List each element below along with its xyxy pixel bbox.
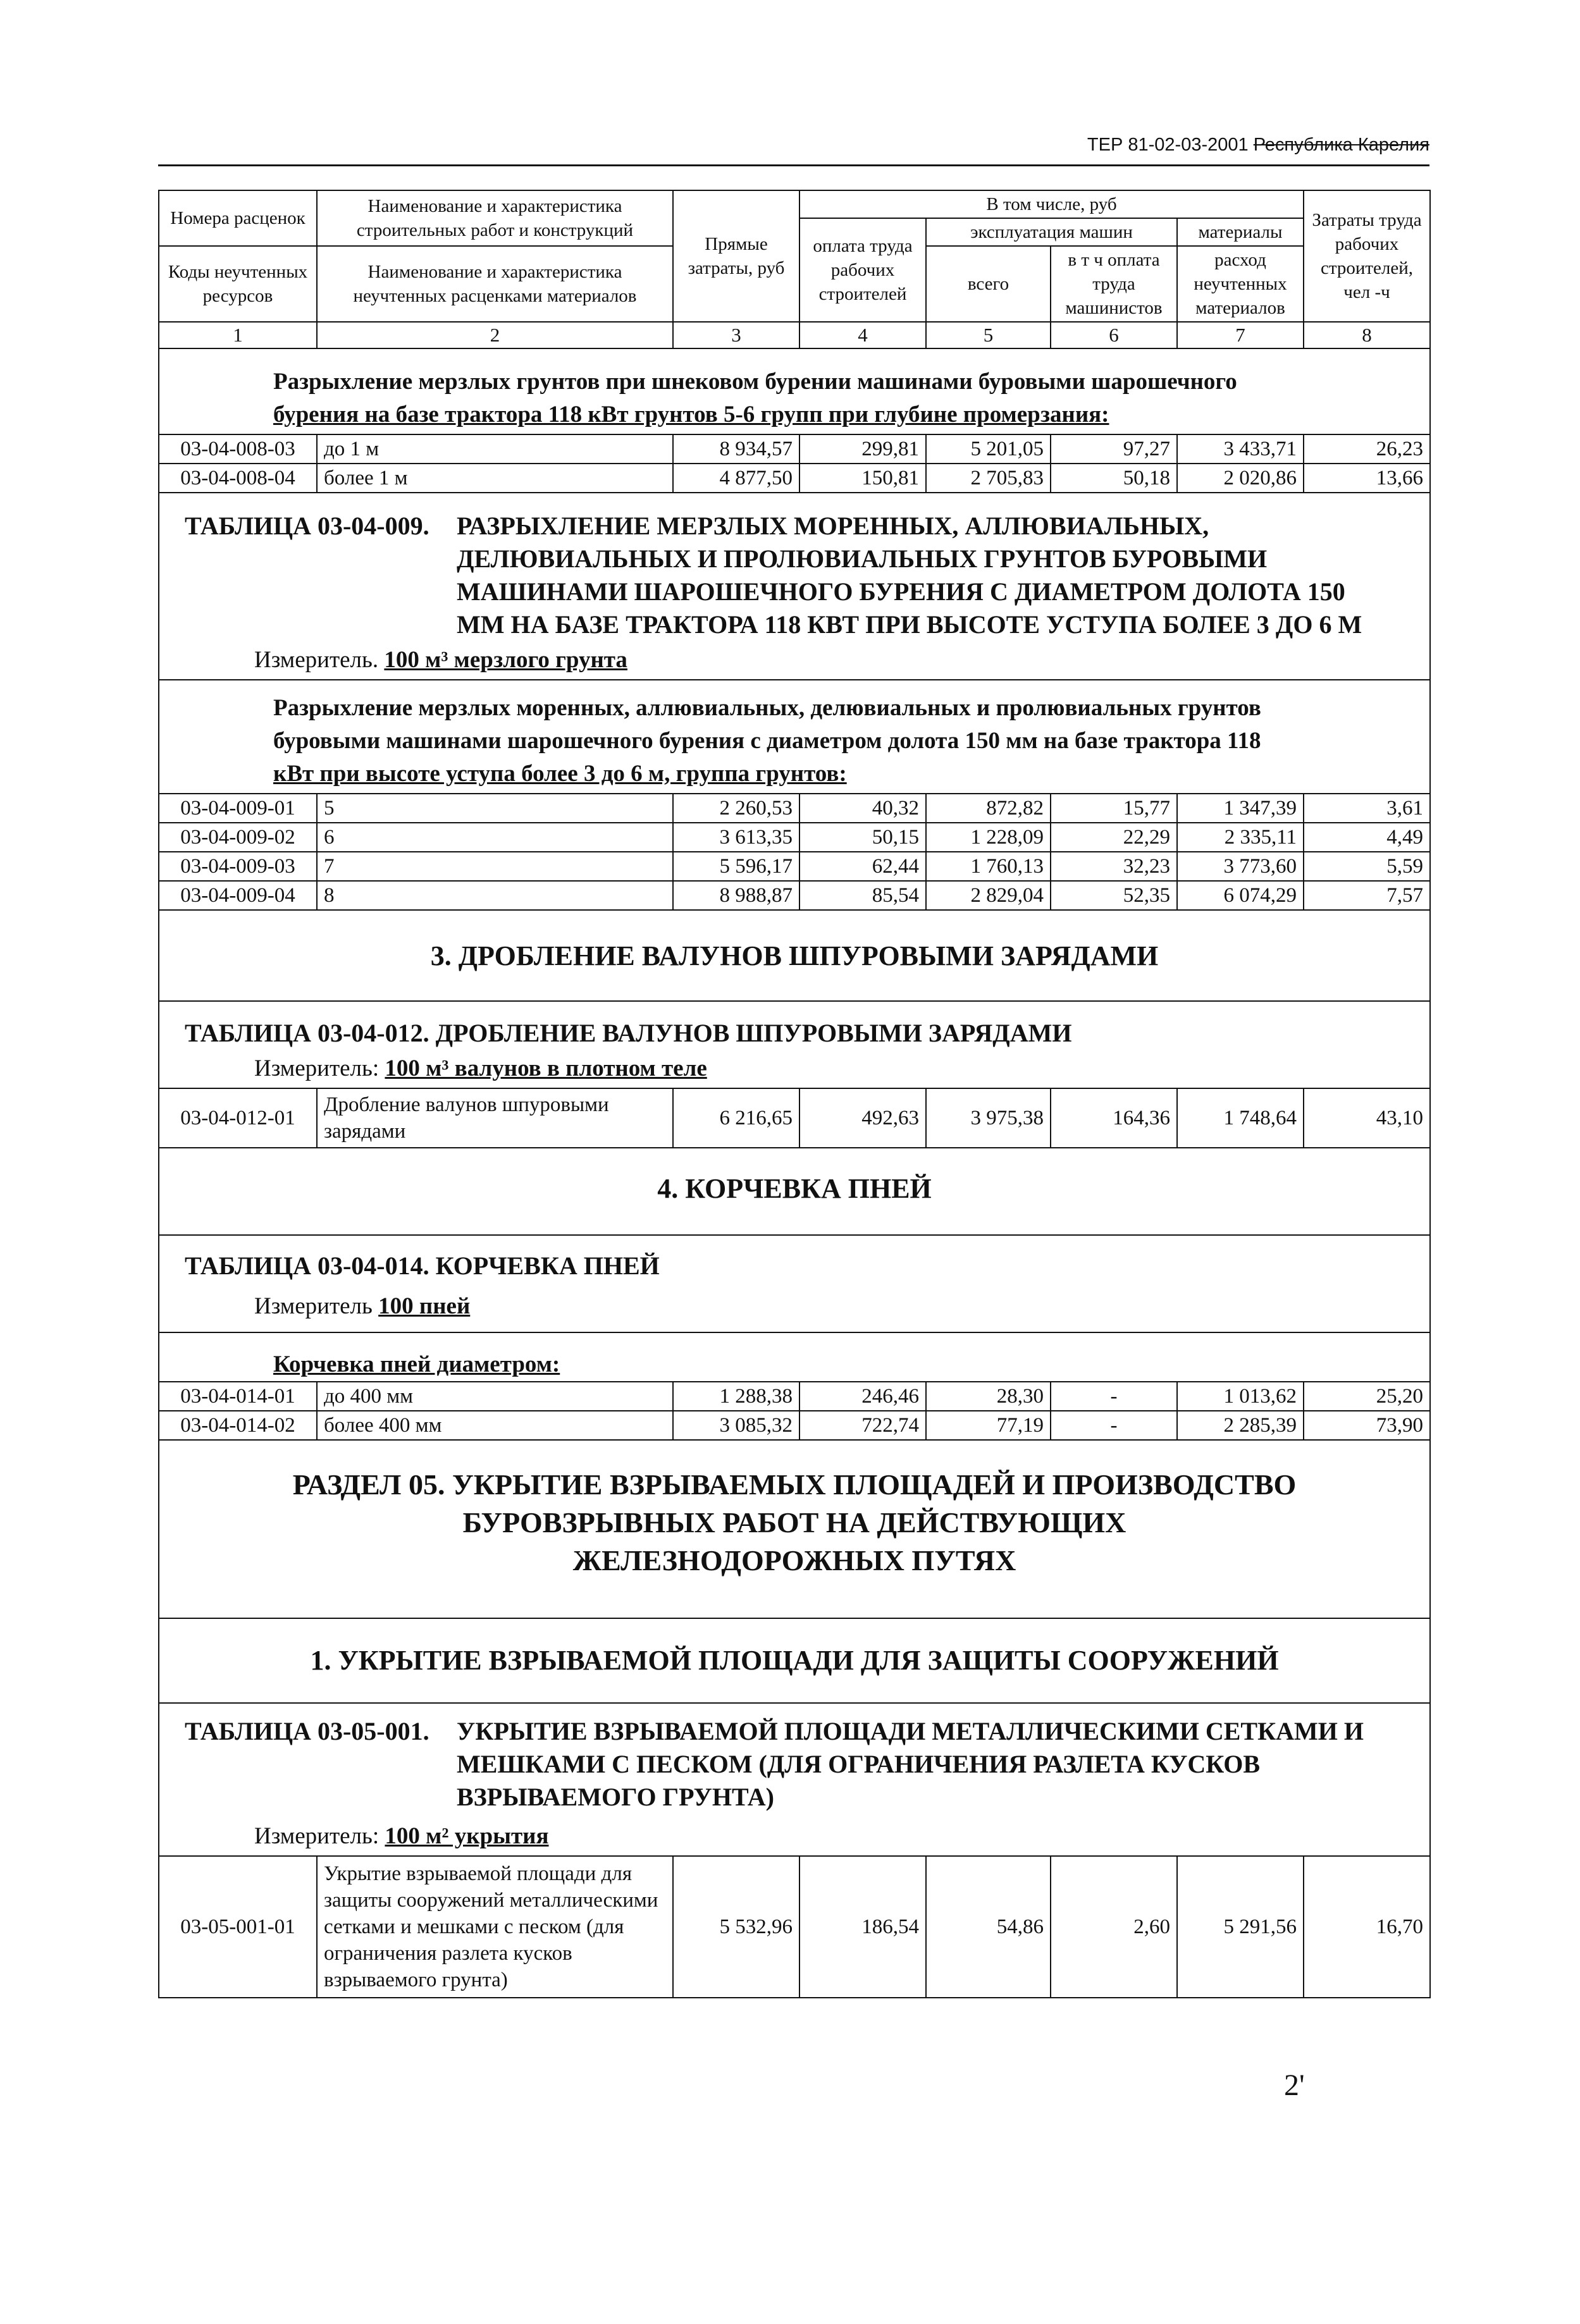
measure-label: Измеритель. xyxy=(254,647,379,673)
col-number: 6 xyxy=(1051,322,1177,348)
rate-name: 5 xyxy=(317,794,673,823)
col-header-materials-sub: расход неучтенных материалов xyxy=(1177,246,1304,322)
direct-cost: 6 216,65 xyxy=(673,1088,799,1148)
direct-cost: 2 260,53 xyxy=(673,794,799,823)
group-title-line: буровыми машинами шарошечного бурения с диаметром долота 150 мм на базе трактора 118 xyxy=(273,728,1261,754)
col-header-labor-cost: Затраты труда рабочих строителей, чел -ч xyxy=(1304,190,1430,322)
col-number: 7 xyxy=(1177,322,1304,348)
labor-hours: 26,23 xyxy=(1304,434,1430,464)
part-title-line: РАЗДЕЛ 05. УКРЫТИЕ ВЗРЫВАЕМЫХ ПЛОЩАДЕЙ И ПРОИЗВОДСТВО xyxy=(292,1468,1297,1501)
table-row xyxy=(159,464,1430,493)
labor-pay: 62,44 xyxy=(799,852,926,881)
measure-unit: 100 м³ валунов в плотном теле xyxy=(385,1055,707,1081)
col-number: 5 xyxy=(926,322,1051,348)
col-header-codes: Номера расценок xyxy=(159,190,317,246)
machines-total: 3 975,38 xyxy=(926,1088,1051,1148)
labor-pay: 246,46 xyxy=(799,1382,926,1411)
measure-line xyxy=(159,1282,1429,1332)
document-header xyxy=(158,126,1429,166)
col-header-machines-total: всего xyxy=(926,246,1051,322)
table-row xyxy=(159,852,1430,881)
machines-pay: 50,18 xyxy=(1051,464,1177,493)
col-header-machines-pay: в т ч оплата труда машинистов xyxy=(1051,246,1177,322)
direct-cost: 5 532,96 xyxy=(673,1856,799,1998)
machines-pay: 97,27 xyxy=(1051,434,1177,464)
table-title: УКРЫТИЕ ВЗРЫВАЕМОЙ ПЛОЩАДИ МЕТАЛЛИЧЕСКИМИ СЕТКАМИ И МЕШКАМИ С ПЕСКОМ (ДЛЯ ОГРАНИЧЕНИЯ РАЗЛЕТА КУСКОВ ВЗРЫВАЕМОГО ГРУНТА) xyxy=(457,1717,1364,1811)
group-title-line: бурения на базе трактора 118 кВт грунтов 5-6 групп при глубине промерзания: xyxy=(273,402,1109,427)
column-numbers-row xyxy=(159,322,1430,348)
section-heading-row xyxy=(159,1618,1430,1703)
rate-code: 03-04-009-02 xyxy=(159,823,317,852)
table-title: ТАБЛИЦА 03-04-014. КОРЧЕВКА ПНЕЙ xyxy=(185,1251,660,1280)
table-row xyxy=(159,823,1430,852)
materials: 5 291,56 xyxy=(1177,1856,1304,1998)
header-row-1 xyxy=(159,190,1430,218)
table-heading-row xyxy=(159,1235,1430,1332)
col-header-name: Наименование и характеристика строительных работ и конструкций xyxy=(317,190,673,246)
labor-hours: 16,70 xyxy=(1304,1856,1430,1998)
rate-name: более 400 мм xyxy=(317,1411,673,1440)
machines-pay: - xyxy=(1051,1382,1177,1411)
measure-unit: 100 пней xyxy=(378,1293,471,1319)
measure-label: Измеритель: xyxy=(254,1055,380,1081)
table-row xyxy=(159,1382,1430,1411)
measure-unit: 100 м² укрытия xyxy=(385,1823,549,1849)
labor-hours: 7,57 xyxy=(1304,881,1430,910)
labor-pay: 150,81 xyxy=(799,464,926,493)
materials: 1 748,64 xyxy=(1177,1088,1304,1148)
table-number: ТАБЛИЦА 03-04-009. xyxy=(185,512,429,540)
section-title: 1. УКРЫТИЕ ВЗРЫВАЕМОЙ ПЛОЩАДИ ДЛЯ ЗАЩИТЫ СООРУЖЕНИЙ xyxy=(310,1645,1279,1676)
rate-code: 03-04-009-04 xyxy=(159,881,317,910)
group-heading-row xyxy=(159,348,1430,434)
col-header-codes-unaccounted: Коды неучтенных ресурсов xyxy=(159,246,317,322)
direct-cost: 3 085,32 xyxy=(673,1411,799,1440)
table-row xyxy=(159,1088,1430,1148)
section-title: 4. КОРЧЕВКА ПНЕЙ xyxy=(657,1173,932,1204)
labor-hours: 43,10 xyxy=(1304,1088,1430,1148)
machines-pay: - xyxy=(1051,1411,1177,1440)
labor-pay: 85,54 xyxy=(799,881,926,910)
col-header-materials: материалы xyxy=(1177,218,1304,246)
machines-total: 54,86 xyxy=(926,1856,1051,1998)
rate-code: 03-04-014-02 xyxy=(159,1411,317,1440)
machines-total: 28,30 xyxy=(926,1382,1051,1411)
col-header-including: В том числе, руб xyxy=(799,190,1304,218)
doc-code: ТЕР 81-02-03-2001 xyxy=(1087,135,1249,155)
table-row xyxy=(159,881,1430,910)
labor-hours: 13,66 xyxy=(1304,464,1430,493)
labor-hours: 73,90 xyxy=(1304,1411,1430,1440)
rate-name: Дробление валунов шпуровыми зарядами xyxy=(317,1088,673,1148)
measure-line xyxy=(159,641,1429,679)
materials: 2 020,86 xyxy=(1177,464,1304,493)
page-number: 2' xyxy=(1284,2069,1305,2102)
machines-total: 5 201,05 xyxy=(926,434,1051,464)
table-row xyxy=(159,1856,1430,1998)
machines-pay: 22,29 xyxy=(1051,823,1177,852)
machines-total: 77,19 xyxy=(926,1411,1051,1440)
direct-cost: 1 288,38 xyxy=(673,1382,799,1411)
measure-label: Измеритель xyxy=(254,1293,373,1319)
col-number: 4 xyxy=(799,322,926,348)
machines-total: 1 760,13 xyxy=(926,852,1051,881)
table-row xyxy=(159,794,1430,823)
materials: 1 347,39 xyxy=(1177,794,1304,823)
labor-hours: 4,49 xyxy=(1304,823,1430,852)
group-title-line: Разрыхление мерзлых грунтов при шнековом бурении машинами буровыми шарошечного xyxy=(273,369,1237,395)
measure-unit: 100 м³ мерзлого грунта xyxy=(384,647,627,673)
direct-cost: 3 613,35 xyxy=(673,823,799,852)
rate-name: 7 xyxy=(317,852,673,881)
table-heading-row xyxy=(159,493,1430,680)
direct-cost: 8 988,87 xyxy=(673,881,799,910)
materials: 6 074,29 xyxy=(1177,881,1304,910)
machines-total: 2 829,04 xyxy=(926,881,1051,910)
col-header-direct: Прямые затраты, руб xyxy=(673,190,799,322)
measure-line xyxy=(159,1050,1429,1088)
col-header-labor-pay: оплата труда рабочих строителей xyxy=(799,218,926,322)
part-title-line: ЖЕЛЕЗНОДОРОЖНЫХ ПУТЯХ xyxy=(572,1544,1016,1577)
machines-pay: 52,35 xyxy=(1051,881,1177,910)
rate-name: до 1 м xyxy=(317,434,673,464)
table-title: ТАБЛИЦА 03-04-012. ДРОБЛЕНИЕ ВАЛУНОВ ШПУРОВЫМИ ЗАРЯДАМИ xyxy=(185,1019,1072,1047)
rate-code: 03-04-008-03 xyxy=(159,434,317,464)
col-number: 3 xyxy=(673,322,799,348)
rate-code: 03-05-001-01 xyxy=(159,1856,317,1998)
col-header-machines: эксплуатация машин xyxy=(926,218,1177,246)
labor-pay: 492,63 xyxy=(799,1088,926,1148)
rate-name: 8 xyxy=(317,881,673,910)
rate-code: 03-04-012-01 xyxy=(159,1088,317,1148)
rate-code: 03-04-009-03 xyxy=(159,852,317,881)
part-heading-row xyxy=(159,1440,1430,1618)
machines-pay: 2,60 xyxy=(1051,1856,1177,1998)
labor-pay: 299,81 xyxy=(799,434,926,464)
machines-total: 872,82 xyxy=(926,794,1051,823)
labor-hours: 5,59 xyxy=(1304,852,1430,881)
materials: 1 013,62 xyxy=(1177,1382,1304,1411)
col-number: 1 xyxy=(159,322,317,348)
table-title: РАЗРЫХЛЕНИЕ МЕРЗЛЫХ МОРЕННЫХ, АЛЛЮВИАЛЬНЫХ, ДЕЛЮВИАЛЬНЫХ И ПРОЛЮВИАЛЬНЫХ ГРУНТОВ БУРОВЫМИ МАШИНАМИ ШАРОШЕЧНОГО БУРЕНИЯ С ДИАМЕТРОМ ДОЛОТА 150 ММ НА БАЗЕ ТРАКТОРА 118 КВТ ПРИ ВЫСОТЕ УСТУПА БОЛЕЕ 3 ДО 6 М xyxy=(457,512,1362,639)
rate-code: 03-04-014-01 xyxy=(159,1382,317,1411)
estimate-table xyxy=(158,190,1431,1998)
table-heading-row xyxy=(159,1703,1430,1856)
materials: 2 335,11 xyxy=(1177,823,1304,852)
materials: 3 433,71 xyxy=(1177,434,1304,464)
rate-code: 03-04-008-04 xyxy=(159,464,317,493)
group-title-line: Корчевка пней диаметром: xyxy=(273,1351,560,1377)
rate-name: 6 xyxy=(317,823,673,852)
machines-pay: 32,23 xyxy=(1051,852,1177,881)
rate-name: Укрытие взрываемой площади для защиты сооружений металлическими сетками и мешками с песком (для ограничения разлета кусков взрываемого грунта) xyxy=(317,1856,673,1998)
measure-line xyxy=(159,1814,1429,1855)
labor-pay: 186,54 xyxy=(799,1856,926,1998)
materials: 3 773,60 xyxy=(1177,852,1304,881)
measure-label: Измеритель: xyxy=(254,1823,380,1849)
section-heading-row xyxy=(159,1148,1430,1235)
table-heading-row xyxy=(159,1001,1430,1088)
group-heading-row xyxy=(159,1332,1430,1382)
machines-total: 2 705,83 xyxy=(926,464,1051,493)
section-title: 3. ДРОБЛЕНИЕ ВАЛУНОВ ШПУРОВЫМИ ЗАРЯДАМИ xyxy=(430,940,1159,971)
machines-pay: 164,36 xyxy=(1051,1088,1177,1148)
direct-cost: 8 934,57 xyxy=(673,434,799,464)
machines-total: 1 228,09 xyxy=(926,823,1051,852)
rate-code: 03-04-009-01 xyxy=(159,794,317,823)
labor-pay: 40,32 xyxy=(799,794,926,823)
rate-name: более 1 м xyxy=(317,464,673,493)
materials: 2 285,39 xyxy=(1177,1411,1304,1440)
part-title xyxy=(159,1441,1429,1618)
machines-pay: 15,77 xyxy=(1051,794,1177,823)
labor-hours: 3,61 xyxy=(1304,794,1430,823)
rate-name: до 400 мм xyxy=(317,1382,673,1411)
group-heading-row xyxy=(159,680,1430,794)
group-title-line: Разрыхление мерзлых моренных, аллювиальных, делювиальных и пролювиальных грунтов xyxy=(273,695,1261,721)
labor-pay: 722,74 xyxy=(799,1411,926,1440)
group-title-line: кВт при высоте уступа более 3 до 6 м, группа грунтов: xyxy=(273,761,847,787)
section-heading-row xyxy=(159,910,1430,1001)
part-title-line: БУРОВЗРЫВНЫХ РАБОТ НА ДЕЙСТВУЮЩИХ xyxy=(462,1506,1126,1539)
doc-region: Республика Карелия xyxy=(1253,135,1429,155)
labor-pay: 50,15 xyxy=(799,823,926,852)
labor-hours: 25,20 xyxy=(1304,1382,1430,1411)
direct-cost: 4 877,50 xyxy=(673,464,799,493)
table-number: ТАБЛИЦА 03-05-001. xyxy=(185,1717,429,1745)
col-number: 2 xyxy=(317,322,673,348)
table-row xyxy=(159,1411,1430,1440)
col-header-name-materials: Наименование и характеристика неучтенных расценками материалов xyxy=(317,246,673,322)
col-number: 8 xyxy=(1304,322,1430,348)
table-row xyxy=(159,434,1430,464)
direct-cost: 5 596,17 xyxy=(673,852,799,881)
